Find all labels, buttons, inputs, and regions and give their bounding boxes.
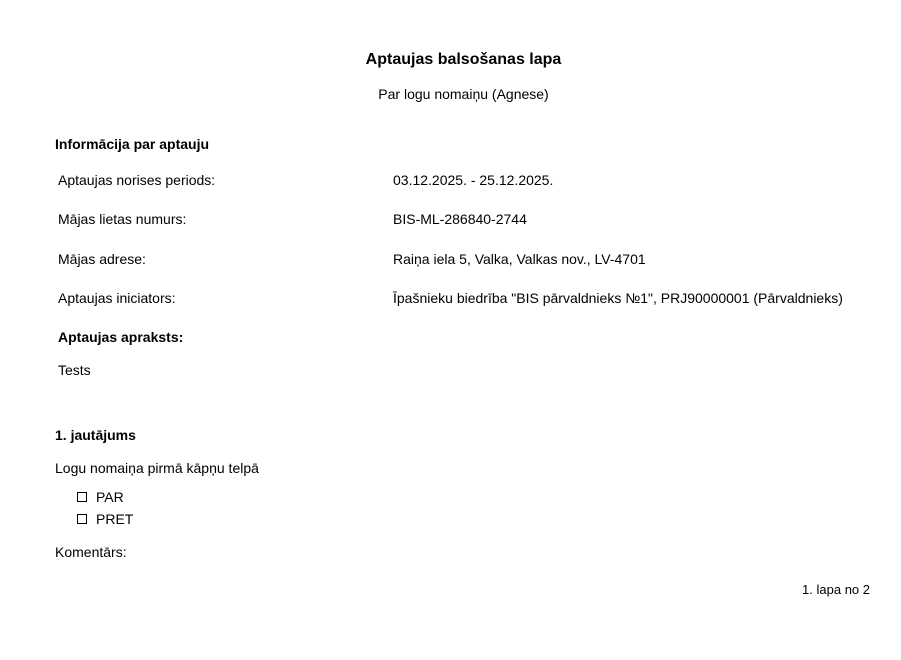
question-heading: 1. jautājums xyxy=(55,427,136,443)
info-label-period: Aptaujas norises periods: xyxy=(58,172,216,188)
document-title: Aptaujas balsošanas lapa xyxy=(365,51,562,68)
info-section-heading: Informācija par aptauju xyxy=(55,136,210,152)
document-subtitle: Par logu nomaiņu (Agnese) xyxy=(378,86,549,102)
info-label-address: Mājas adrese: xyxy=(58,251,146,267)
info-value-case-number: BIS-ML-286840-2744 xyxy=(393,211,527,227)
option-par-label: PAR xyxy=(96,489,124,505)
description-text: Tests xyxy=(58,362,91,378)
option-pret[interactable] xyxy=(77,511,133,527)
description-heading: Aptaujas apraksts: xyxy=(58,329,184,345)
page-indicator: 1. lapa no 2 xyxy=(802,582,870,597)
info-value-initiator: Īpašnieku biedrība "BIS pārvaldnieks №1", PRJ90000001 (Pārvaldnieks) xyxy=(393,290,843,306)
checkbox-pret[interactable] xyxy=(77,514,87,524)
info-value-period: 03.12.2025. - 25.12.2025. xyxy=(393,172,554,188)
info-label-initiator: Aptaujas iniciators: xyxy=(58,290,176,306)
checkbox-par[interactable] xyxy=(77,492,87,502)
info-label-case-number: Mājas lietas numurs: xyxy=(58,211,187,227)
option-par[interactable] xyxy=(77,489,124,505)
comment-label: Komentārs: xyxy=(55,544,127,560)
info-value-address: Raiņa iela 5, Valka, Valkas nov., LV-4701 xyxy=(393,251,646,267)
question-text: Logu nomaiņa pirmā kāpņu telpā xyxy=(55,460,259,476)
option-pret-label: PRET xyxy=(96,511,134,527)
